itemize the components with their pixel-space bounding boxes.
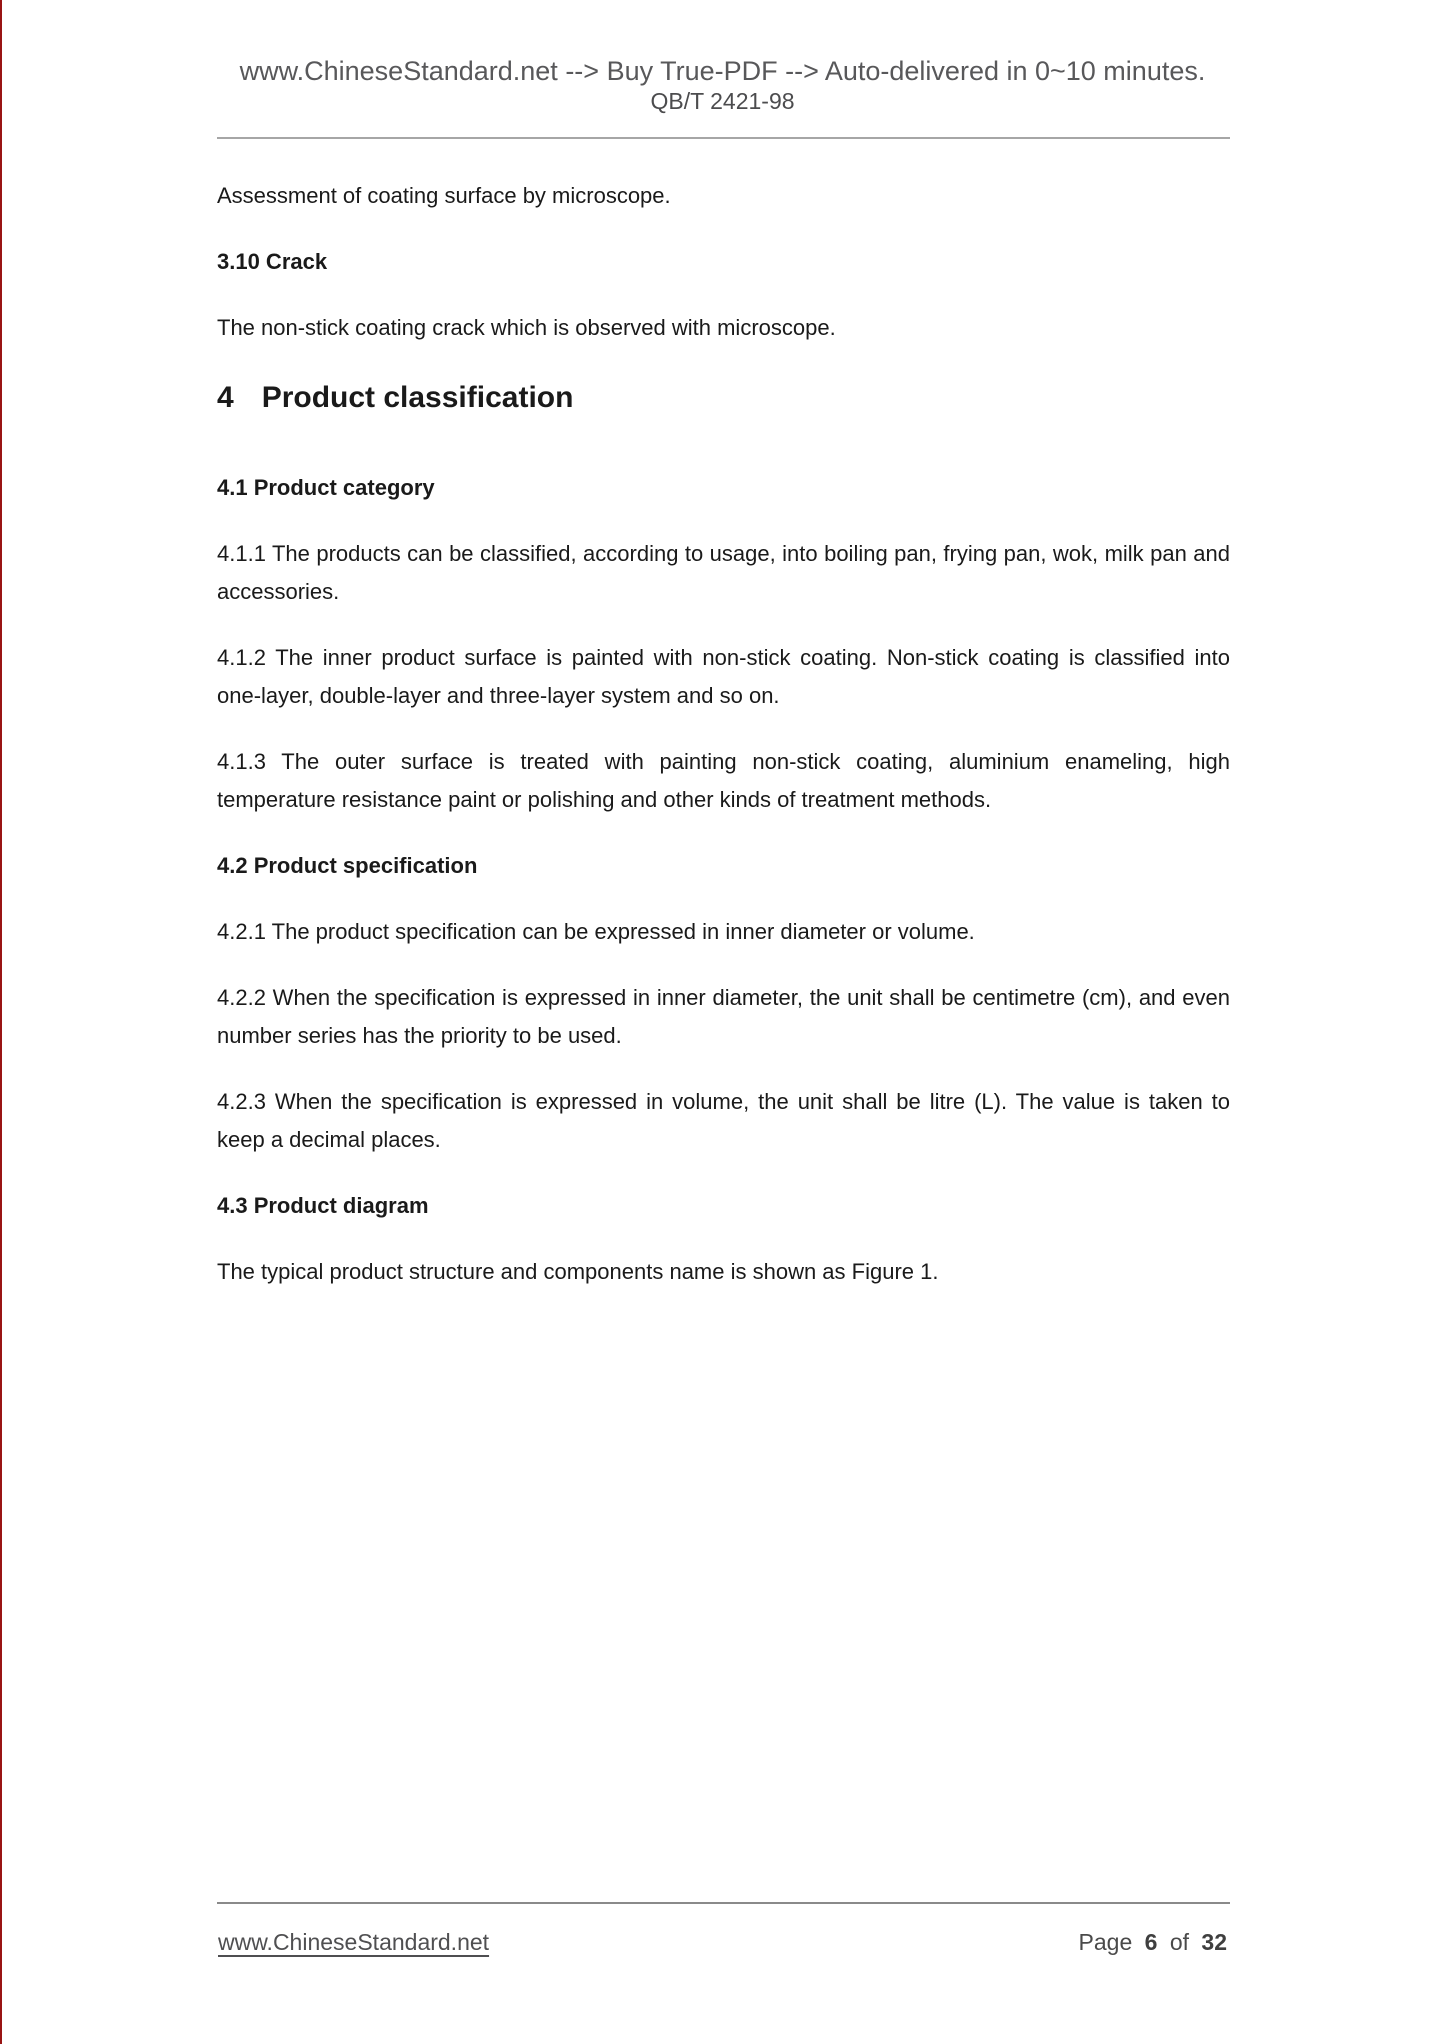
paragraph: The typical product structure and components name is shown as Figure 1. [217,1259,939,1284]
paragraph: 4.1.1 The products can be classified, according to usage, into boiling pan, frying pan, wok, milk pan and accessories. [217,541,1230,604]
paragraph: 4.2.1 The product specification can be expressed in inner diameter or volume. [217,919,975,944]
paragraph: 4.1.3 The outer surface is treated with painting non-stick coating, aluminium enameling, high temperature resistance paint or polishing and other kinds of treatment methods. [217,749,1230,812]
chapter-number: 4 [217,381,234,414]
document-code: QB/T 2421-98 [650,88,795,114]
document-body [217,177,1230,1319]
paragraph: 4.1.2 The inner product surface is painted with non-stick coating. Non-stick coating is classified into one-layer, double-layer and three-layer system and so on. [217,645,1230,708]
footer-site-link[interactable]: www.ChineseStandard.net [218,1929,490,1955]
section-heading-4-1: 4.1 Product category [217,475,435,500]
chapter-title: Product classification [261,381,574,414]
page-total: 32 [1201,1929,1227,1955]
footer-rule [217,1902,1230,1904]
paragraph: The non-stick coating crack which is observed with microscope. [217,315,836,340]
section-heading-3-10: 3.10 Crack [217,249,328,274]
chapter-heading-4 [217,375,1230,421]
page-indicator [1076,1928,1230,1956]
header-rule [217,137,1230,139]
section-heading-4-2: 4.2 Product specification [217,853,478,878]
page-current: 6 [1144,1929,1158,1955]
paragraph: 4.2.2 When the specification is expressed in inner diameter, the unit shall be centimetre (cm), and even number series has the priority to be used. [217,985,1230,1048]
left-border-artifact [0,0,2,2044]
section-heading-4-3: 4.3 Product diagram [217,1193,429,1218]
page-word: Page [1078,1929,1133,1955]
of-word: of [1169,1929,1190,1955]
paragraph: Assessment of coating surface by microscope. [217,183,671,208]
paragraph: 4.2.3 When the specification is expressed in volume, the unit shall be litre (L). The value is taken to keep a decimal places. [217,1089,1230,1152]
header-promo-text: www.ChineseStandard.net --> Buy True-PDF --> Auto-delivered in 0~10 minutes. [239,56,1206,86]
